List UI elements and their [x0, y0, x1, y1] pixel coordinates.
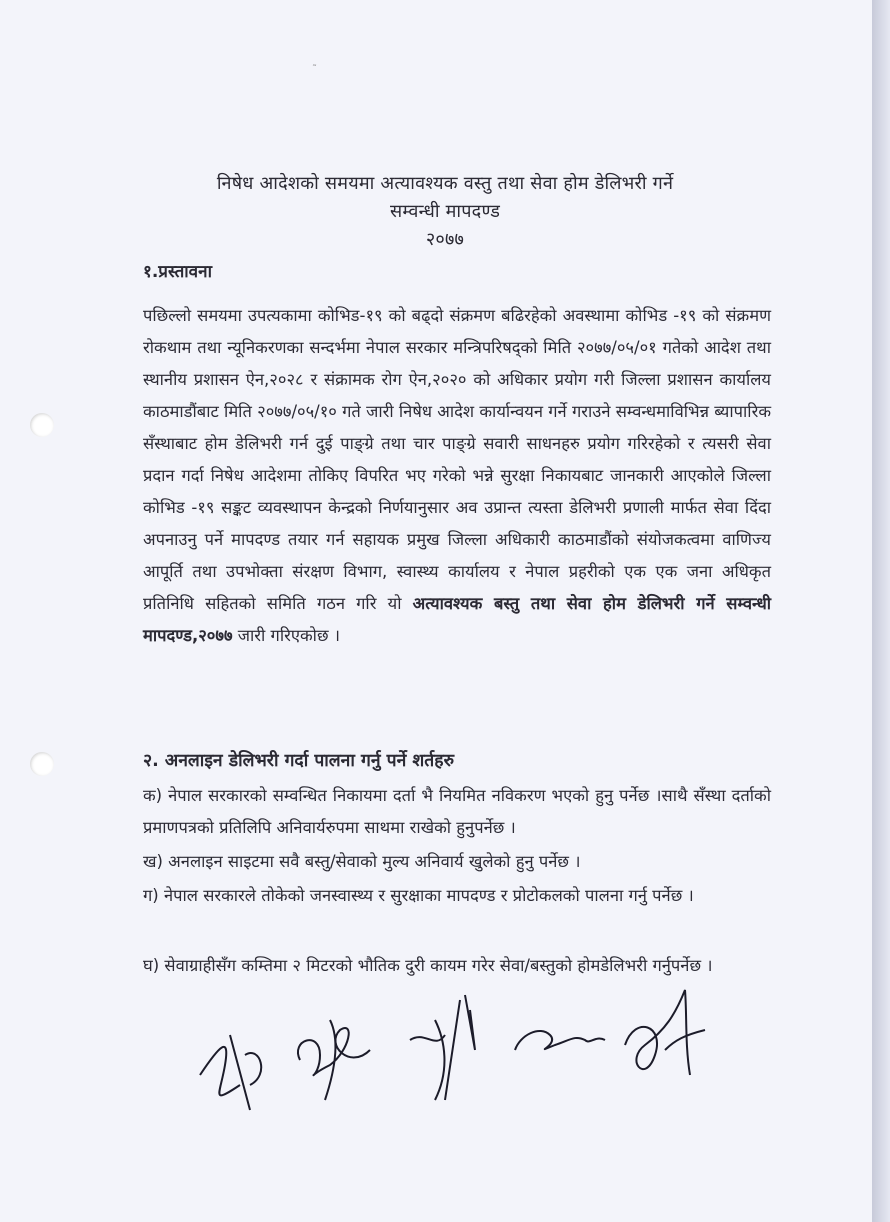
list-item: घ) सेवाग्राहीसँग कम्तिमा २ मिटरको भौतिक दुरी कायम गरेर सेवा/बस्तुको होमडेलिभरी गर्नुपर्नेछ । — [143, 956, 713, 975]
signature-4 — [510, 1015, 610, 1065]
list-item: ग) नेपाल सरकारले तोकेको जनस्वास्थ्य र सुरक्षाका मापदण्ड र प्रोटोकलको पालना गर्नु पर्नेछ । — [143, 886, 694, 905]
paper-edge — [872, 0, 890, 1222]
document-year: २०७७ — [425, 229, 465, 250]
section2-heading: २. अनलाइन डेलिभरी गर्दा पालना गर्नु पर्ने शर्तहरु — [143, 751, 455, 771]
section1-heading: १.प्रस्तावना — [143, 262, 212, 282]
signature-3 — [405, 990, 495, 1110]
section1-body-end: जारी गरिएकोछ । — [232, 626, 341, 645]
section1-paragraph — [143, 300, 771, 652]
document-title-line2: सम्वन्धी मापदण्ड — [389, 201, 501, 222]
signatures-area — [180, 985, 720, 1115]
list-item: क) नेपाल सरकारको सम्वन्धित निकायमा दर्ता भै नियमित नविकरण भएको हुनु पर्नेछ ।साथै सँस्था दर्ताको प्रमाणपत्रको प्रतिलिपि अनिवार्यरुपमा साथमा राखेको हुनुपर्नेछ । — [143, 786, 771, 837]
document-title-line1: निषेध आदेशको समयमा अत्यावश्यक वस्तु तथा सेवा होम डेलिभरी गर्ने — [216, 173, 674, 194]
punch-hole-top — [30, 413, 54, 437]
ink-speck: ˜ — [312, 64, 317, 75]
signature-1 — [190, 1015, 280, 1115]
signature-5 — [615, 985, 715, 1085]
signature-2 — [280, 1000, 380, 1110]
punch-hole-bottom — [30, 752, 54, 776]
section1-body-bold: अत्यावश्यक बस्तु तथा सेवा होम डेलिभरी गर्ने सम्वन्धी मापदण्ड,२०७७ — [143, 594, 771, 645]
list-item: ख) अनलाइन साइटमा सवै बस्तु/सेवाको मुल्य अनिवार्य खुलेको हुनु पर्नेछ । — [143, 852, 581, 871]
section1-body: पछिल्लो समयमा उपत्यकामा कोभिड-१९ को बढ्दो संक्रमण बढिरहेको अवस्थामा कोभिड -१९ को संक्रमण रोकथाम तथा न्यूनिकरणका सन्दर्भमा नेपाल सरकार मन्त्रिपरिषद्को मिति २०७७/०५/०१ गतेको आदेश तथा स्थानीय प्रशासन ऐन,२०२८ र संक्रामक रोग ऐन,२०२० को अधिकार प्रयोग गरी जिल्ला प्रशासन कार्यालय काठमाडौंबाट मिति २०७७/०५/१० गते जारी निषेध आदेश कार्यान्वयन गर्ने गराउने सम्वन्धमाविभिन्न ब्यापारिक सँस्थाबाट होम डेलिभरी गर्न दुई पाङ्ग्रे तथा चार पाङ्ग्रे सवारी साधनहरु प्रयोग गरिरहेको र त्यसरी सेवा प्रदान गर्दा निषेध आदेशमा तोकिए विपरित भए गरेको भन्ने सुरक्षा निकायबाट जानकारी आएकोले जिल्ला कोभिड -१९ सङ्कट व्यवस्थापन केन्द्रको निर्णयानुसार अव उप्रान्त त्यस्ता डेलिभरी प्रणाली मार्फत सेवा दिंदा अपनाउनु पर्ने मापदण्ड तयार गर्न सहायक प्रमुख जिल्ला अधिकारी काठमाडौंको संयोजकत्वमा वाणिज्य आपूर्ति तथा उपभोक्ता संरक्षण विभाग, स्वास्थ्य कार्यालय र नेपाल प्रहरीको एक एक जना अधिकृत प्रतिनिधि सहितको समिति गठन गरि यो — [143, 306, 771, 613]
